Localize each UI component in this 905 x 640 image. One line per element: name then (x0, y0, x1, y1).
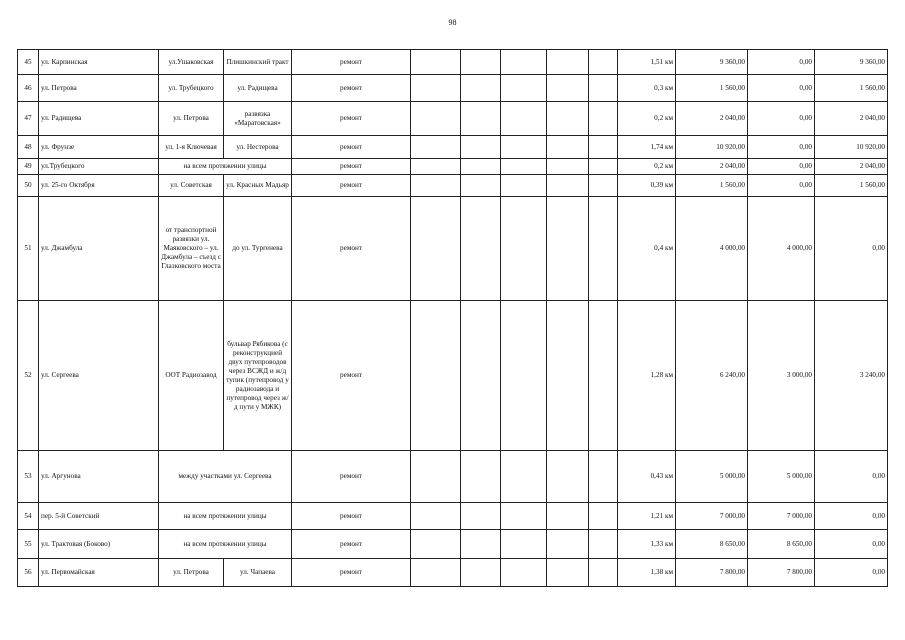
cost-b-cell: 1 560,00 (815, 75, 888, 102)
street-cell: ул. Первомайская (39, 559, 159, 587)
street-cell: ул. Карпинская (39, 50, 159, 75)
length-cell: 1,21 км (618, 503, 676, 530)
empty-cell (411, 175, 461, 197)
section-to-cell: до ул. Тургенева (224, 197, 292, 301)
empty-cell (461, 102, 501, 136)
empty-cell (411, 301, 461, 451)
total-cost-cell: 2 040,00 (676, 159, 748, 175)
cost-b-cell: 0,00 (815, 451, 888, 503)
table-row (18, 559, 888, 587)
length-cell: 0,4 км (618, 197, 676, 301)
table-row (18, 136, 888, 159)
work-type-cell: ремонт (292, 50, 411, 75)
total-cost-cell: 6 240,00 (676, 301, 748, 451)
total-cost-cell: 2 040,00 (676, 102, 748, 136)
street-cell: ул. Аргунова (39, 451, 159, 503)
empty-cell (411, 559, 461, 587)
cost-b-cell: 3 240,00 (815, 301, 888, 451)
empty-cell (461, 197, 501, 301)
section-from-cell: ул. 1-я Ключевая (159, 136, 224, 159)
empty-cell (589, 451, 618, 503)
empty-cell (589, 50, 618, 75)
section-to-cell: ул. Радищева (224, 75, 292, 102)
work-type-cell: ремонт (292, 75, 411, 102)
table-row (18, 50, 888, 75)
empty-cell (589, 102, 618, 136)
cost-b-cell: 9 360,00 (815, 50, 888, 75)
cost-a-cell: 4 000,00 (748, 197, 815, 301)
cost-a-cell: 0,00 (748, 50, 815, 75)
work-type-cell: ремонт (292, 503, 411, 530)
empty-cell (461, 159, 501, 175)
empty-cell (547, 451, 589, 503)
work-type-cell: ремонт (292, 530, 411, 559)
length-cell: 1,28 км (618, 301, 676, 451)
section-to-cell: бульвар Рябикова (с реконструкцией двух путепроводов через ВСЖД и ж/д тупик (путепровод у радиозавода и путепровод через ж/д пути у МЖК) (224, 301, 292, 451)
empty-cell (461, 503, 501, 530)
street-cell: ул. Фрунзе (39, 136, 159, 159)
row-number-cell: 45 (18, 50, 39, 75)
row-number-cell: 53 (18, 451, 39, 503)
total-cost-cell: 4 000,00 (676, 197, 748, 301)
cost-a-cell: 7 800,00 (748, 559, 815, 587)
empty-cell (547, 75, 589, 102)
row-number-cell: 49 (18, 159, 39, 175)
work-type-cell: ремонт (292, 301, 411, 451)
cost-b-cell: 0,00 (815, 197, 888, 301)
table-row (18, 75, 888, 102)
length-cell: 0,43 км (618, 451, 676, 503)
total-cost-cell: 7 800,00 (676, 559, 748, 587)
work-type-cell: ремонт (292, 451, 411, 503)
street-cell: ул. Трактовая (Боково) (39, 530, 159, 559)
row-number-cell: 47 (18, 102, 39, 136)
empty-cell (589, 136, 618, 159)
row-number-cell: 48 (18, 136, 39, 159)
empty-cell (411, 197, 461, 301)
cost-b-cell: 1 560,00 (815, 175, 888, 197)
work-type-cell: ремонт (292, 175, 411, 197)
table-row (18, 102, 888, 136)
empty-cell (411, 503, 461, 530)
empty-cell (501, 503, 547, 530)
empty-cell (589, 197, 618, 301)
cost-b-cell: 0,00 (815, 530, 888, 559)
empty-cell (589, 75, 618, 102)
length-cell: 0,3 км (618, 75, 676, 102)
total-cost-cell: 9 360,00 (676, 50, 748, 75)
cost-b-cell: 10 920,00 (815, 136, 888, 159)
empty-cell (547, 50, 589, 75)
street-cell: пер. 5-й Советский (39, 503, 159, 530)
total-cost-cell: 5 000,00 (676, 451, 748, 503)
cost-a-cell: 5 000,00 (748, 451, 815, 503)
section-to-cell: ул. Нестерова (224, 136, 292, 159)
section-span-cell: на всем протяжении улицы (159, 159, 292, 175)
empty-cell (501, 559, 547, 587)
cost-a-cell: 8 650,00 (748, 530, 815, 559)
row-number-cell: 50 (18, 175, 39, 197)
empty-cell (411, 75, 461, 102)
cost-a-cell: 0,00 (748, 102, 815, 136)
length-cell: 0,2 км (618, 159, 676, 175)
empty-cell (411, 136, 461, 159)
street-cell: ул. Сергеева (39, 301, 159, 451)
section-span-cell: на всем протяжении улицы (159, 530, 292, 559)
empty-cell (501, 530, 547, 559)
cost-a-cell: 3 000,00 (748, 301, 815, 451)
section-to-cell: Плишкинский тракт (224, 50, 292, 75)
table-row (18, 451, 888, 503)
row-number-cell: 55 (18, 530, 39, 559)
total-cost-cell: 7 000,00 (676, 503, 748, 530)
section-from-cell: ул.Ушаковская (159, 50, 224, 75)
total-cost-cell: 10 920,00 (676, 136, 748, 159)
length-cell: 1,74 км (618, 136, 676, 159)
empty-cell (411, 102, 461, 136)
row-number-cell: 56 (18, 559, 39, 587)
table-body (18, 50, 888, 587)
row-number-cell: 51 (18, 197, 39, 301)
section-span-cell: на всем протяжении улицы (159, 503, 292, 530)
section-from-cell: ул. Трубецкого (159, 75, 224, 102)
empty-cell (501, 451, 547, 503)
table-row (18, 175, 888, 197)
empty-cell (461, 559, 501, 587)
empty-cell (501, 175, 547, 197)
section-to-cell: развязка «Маратовская» (224, 102, 292, 136)
length-cell: 0,39 км (618, 175, 676, 197)
street-cell: ул. Радищева (39, 102, 159, 136)
empty-cell (411, 530, 461, 559)
work-type-cell: ремонт (292, 559, 411, 587)
street-cell: ул.Трубецкого (39, 159, 159, 175)
total-cost-cell: 1 560,00 (676, 75, 748, 102)
section-from-cell: ул. Советская (159, 175, 224, 197)
empty-cell (411, 451, 461, 503)
section-from-cell: от транспортной развязки ул. Маяковского – ул. Джамбула – съезд с Глазковского моста (159, 197, 224, 301)
street-cell: ул. Джамбула (39, 197, 159, 301)
table-row (18, 301, 888, 451)
empty-cell (411, 50, 461, 75)
cost-a-cell: 0,00 (748, 136, 815, 159)
row-number-cell: 46 (18, 75, 39, 102)
work-type-cell: ремонт (292, 197, 411, 301)
empty-cell (547, 559, 589, 587)
empty-cell (461, 451, 501, 503)
section-to-cell: ул. Чапаева (224, 559, 292, 587)
empty-cell (501, 197, 547, 301)
length-cell: 1,33 км (618, 530, 676, 559)
table-row (18, 503, 888, 530)
empty-cell (461, 136, 501, 159)
length-cell: 1,51 км (618, 50, 676, 75)
work-type-cell: ремонт (292, 102, 411, 136)
section-from-cell: ул. Петрова (159, 559, 224, 587)
length-cell: 1,38 км (618, 559, 676, 587)
empty-cell (461, 301, 501, 451)
table-row (18, 197, 888, 301)
empty-cell (411, 159, 461, 175)
row-number-cell: 52 (18, 301, 39, 451)
empty-cell (547, 136, 589, 159)
empty-cell (547, 102, 589, 136)
empty-cell (589, 301, 618, 451)
empty-cell (589, 559, 618, 587)
total-cost-cell: 8 650,00 (676, 530, 748, 559)
empty-cell (461, 530, 501, 559)
empty-cell (589, 503, 618, 530)
work-type-cell: ремонт (292, 159, 411, 175)
empty-cell (589, 530, 618, 559)
work-type-cell: ремонт (292, 136, 411, 159)
section-from-cell: ул. Петрова (159, 102, 224, 136)
empty-cell (501, 75, 547, 102)
empty-cell (501, 136, 547, 159)
row-number-cell: 54 (18, 503, 39, 530)
empty-cell (589, 159, 618, 175)
roads-repair-table (17, 49, 888, 587)
length-cell: 0,2 км (618, 102, 676, 136)
empty-cell (547, 530, 589, 559)
empty-cell (501, 50, 547, 75)
cost-b-cell: 0,00 (815, 503, 888, 530)
page-number: 98 (448, 18, 457, 27)
empty-cell (501, 301, 547, 451)
street-cell: ул. Петрова (39, 75, 159, 102)
empty-cell (547, 301, 589, 451)
cost-a-cell: 0,00 (748, 159, 815, 175)
cost-b-cell: 2 040,00 (815, 159, 888, 175)
cost-a-cell: 0,00 (748, 75, 815, 102)
empty-cell (501, 102, 547, 136)
empty-cell (461, 175, 501, 197)
cost-a-cell: 7 000,00 (748, 503, 815, 530)
empty-cell (547, 503, 589, 530)
empty-cell (547, 159, 589, 175)
section-from-cell: ООТ Радиозавод (159, 301, 224, 451)
section-span-cell: между участками ул. Сергеева (159, 451, 292, 503)
cost-b-cell: 2 040,00 (815, 102, 888, 136)
empty-cell (547, 175, 589, 197)
table-row (18, 530, 888, 559)
street-cell: ул. 25-го Октября (39, 175, 159, 197)
section-to-cell: ул. Красных Мадьяр (224, 175, 292, 197)
cost-a-cell: 0,00 (748, 175, 815, 197)
cost-b-cell: 0,00 (815, 559, 888, 587)
total-cost-cell: 1 560,00 (676, 175, 748, 197)
empty-cell (547, 197, 589, 301)
empty-cell (501, 159, 547, 175)
empty-cell (589, 175, 618, 197)
empty-cell (461, 75, 501, 102)
table-row (18, 159, 888, 175)
empty-cell (461, 50, 501, 75)
